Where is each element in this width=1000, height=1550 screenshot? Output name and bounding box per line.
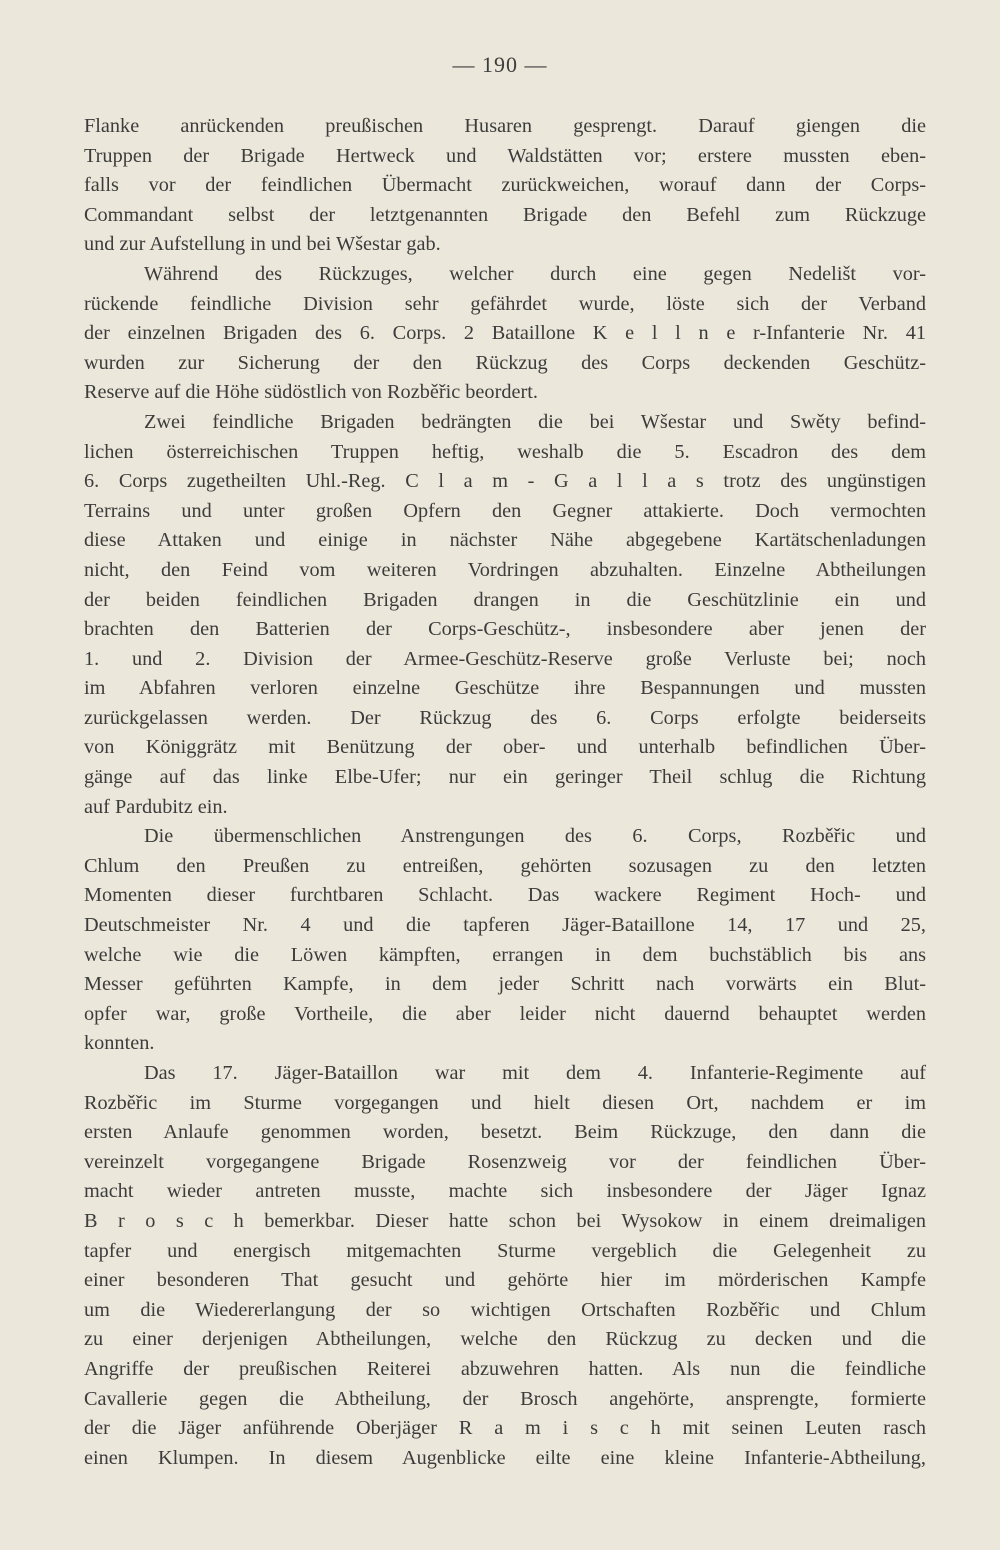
text-line: lichen österreichischen Truppen heftig, weshalb die 5. Escadron des dem: [84, 440, 926, 463]
text-line: zurückgelassen werden. Der Rückzug des 6. Corps erfolgte beiderseits: [84, 706, 926, 729]
text-line: 6. Corps zugetheilten Uhl.-Reg. C l a m - G a l l a s trotz des ungünstigen: [84, 470, 926, 493]
text-line: einer besonderen That gesucht und gehörte hier im mörderischen Kampfe: [84, 1269, 926, 1292]
text-line: Angriffe der preußischen Reiterei abzuwehren hatten. Als nun die feindliche: [84, 1357, 926, 1380]
paragraph: [84, 408, 926, 822]
text-line: B r o s c h bemerkbar. Dieser hatte schon bei Wysokow in einem dreimaligen: [84, 1209, 926, 1232]
text-line: rückende feindliche Division sehr gefährdet wurde, löste sich der Verband: [84, 292, 926, 315]
text-line: der einzelnen Brigaden des 6. Corps. 2 Bataillone K e l l n e r-Infanterie Nr. 41: [84, 322, 926, 345]
text-line: einen Klumpen. In diesem Augenblicke eilte eine kleine Infanterie-Abtheilung,: [84, 1446, 926, 1469]
text-line: der die Jäger anführende Oberjäger R a m i s c h mit seinen Leuten rasch: [84, 1417, 926, 1440]
page-number: — 190 —: [452, 52, 548, 77]
text-line: Reserve auf die Höhe südöstlich von Rozběřic beordert.: [84, 381, 538, 404]
text-line: Flanke anrückenden preußischen Husaren gesprengt. Darauf giengen die: [84, 115, 926, 137]
text-line: brachten den Batterien der Corps-Geschütz-, insbesondere aber jenen der: [84, 618, 926, 641]
text-line: Zwei feindliche Brigaden bedrängten die bei Wšestar und Swěty befind-: [144, 410, 926, 433]
text-line: um die Wiedererlangung der so wichtigen Ortschaften Rozběřic und Chlum: [84, 1298, 926, 1321]
text-line: diese Attaken und einige in nächster Nähe abgegebene Kartätschenladungen: [84, 529, 926, 552]
text-line: Rozběřic im Sturme vorgegangen und hielt diesen Ort, nachdem er im: [84, 1091, 926, 1114]
text-line: Chlum den Preußen zu entreißen, gehörten sozusagen zu den letzten: [84, 854, 926, 877]
text-line: Cavallerie gegen die Abtheilung, der Brosch angehörte, ansprengte, formierte: [84, 1387, 926, 1410]
text-line: welche wie die Löwen kämpften, errangen in dem buchstäblich bis ans: [84, 943, 926, 966]
text-line: auf Pardubitz ein.: [84, 795, 228, 818]
text-line: Deutschmeister Nr. 4 und die tapferen Jäger-Bataillone 14, 17 und 25,: [84, 914, 926, 937]
paragraph: [84, 822, 926, 1059]
paragraph: [84, 1059, 926, 1473]
text-line: 1. und 2. Division der Armee-Geschütz-Reserve große Verluste bei; noch: [84, 647, 926, 670]
text-line: nicht, den Feind vom weiteren Vordringen abzuhalten. Einzelne Abtheilungen: [84, 558, 926, 581]
text-line: opfer war, große Vortheile, die aber leider nicht dauernd behauptet werden: [84, 1002, 926, 1025]
text-line: vereinzelt vorgegangene Brigade Rosenzweig vor der feindlichen Über-: [84, 1150, 926, 1173]
text-line: Momenten dieser furchtbaren Schlacht. Das wackere Regiment Hoch- und: [84, 884, 926, 907]
text-line: Terrains und unter großen Opfern den Gegner attakierte. Doch vermochten: [84, 499, 926, 522]
text-line: ersten Anlaufe genommen worden, besetzt. Beim Rückzuge, den dann die: [84, 1121, 926, 1144]
body-text: [84, 112, 926, 1473]
text-line: der beiden feindlichen Brigaden drangen in die Geschützlinie ein und: [84, 588, 926, 611]
text-line: Messer geführten Kampfe, in dem jeder Schritt nach vorwärts ein Blut-: [84, 973, 926, 996]
text-line: Truppen der Brigade Hertweck und Waldstätten vor; erstere mussten eben-: [84, 144, 926, 167]
text-line: Während des Rückzuges, welcher durch eine gegen Nedelišt vor-: [144, 262, 926, 285]
text-line: gänge auf das linke Elbe-Ufer; nur ein geringer Theil schlug die Richtung: [84, 766, 926, 789]
text-line: konnten.: [84, 1032, 155, 1055]
text-line: Das 17. Jäger-Bataillon war mit dem 4. Infanterie-Regimente auf: [144, 1062, 926, 1084]
text-line: im Abfahren verloren einzelne Geschütze ihre Bespannungen und mussten: [84, 677, 926, 700]
text-line: wurden zur Sicherung der den Rückzug des Corps deckenden Geschütz-: [84, 351, 926, 374]
text-line: falls vor der feindlichen Übermacht zurückweichen, worauf dann der Corps-: [84, 174, 926, 197]
text-line: Die übermenschlichen Anstrengungen des 6. Corps, Rozběřic und: [144, 825, 926, 848]
text-line: von Königgrätz mit Benützung der ober- und unterhalb befindlichen Über-: [84, 736, 926, 759]
text-line: zu einer derjenigen Abtheilungen, welche den Rückzug zu decken und die: [84, 1328, 926, 1351]
paragraph: [84, 260, 926, 408]
text-line: Commandant selbst der letztgenannten Brigade den Befehl zum Rückzuge: [84, 203, 926, 226]
text-line: und zur Aufstellung in und bei Wšestar gab.: [84, 233, 441, 256]
text-line: tapfer und energisch mitgemachten Sturme vergeblich die Gelegenheit zu: [84, 1239, 926, 1262]
paragraph: [84, 112, 926, 260]
text-line: macht wieder antreten musste, machte sich insbesondere der Jäger Ignaz: [84, 1180, 926, 1203]
